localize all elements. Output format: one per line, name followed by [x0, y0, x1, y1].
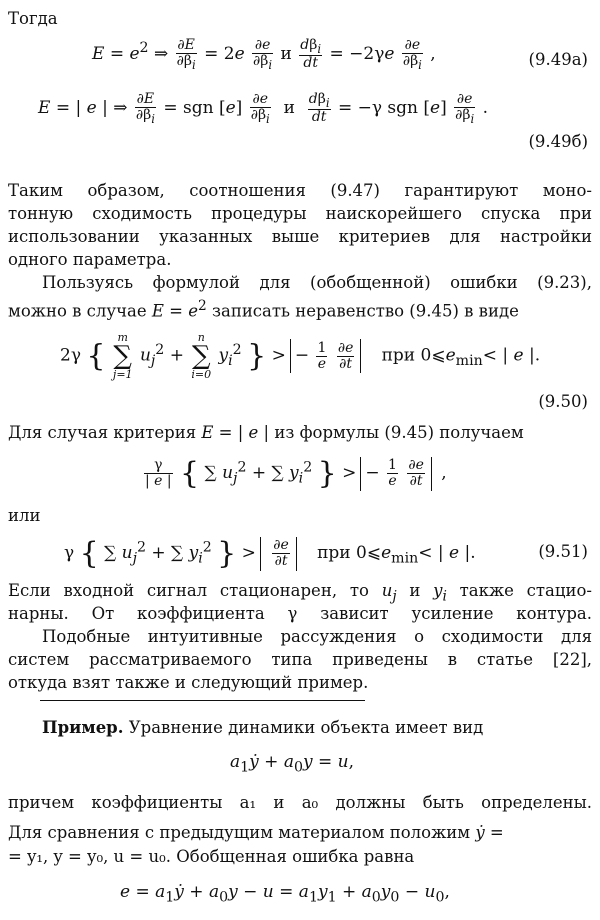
paragraph-line: Подобные интуитивные рассуждения о сходимости для [42, 627, 592, 646]
example-label: Пример. [42, 718, 124, 737]
equation-9-49a: $E = e^2$ ⇒ $\frac{\partial E}{\partial\beta_i}$ = 2e $\frac{\partial e}{\partial\beta_i}$ и $\frac{d\beta_i}{dt}$ = −2γe $\frac{\partial e}{\partial\beta_i}$ , [92, 37, 436, 72]
when-word: при [381, 345, 416, 366]
equation-9-50: 2γ { m ∑ j=1 $u_j^2$ + n ∑ i=0 $y_i^2$ } > − $\frac{1}{e}$ $\frac{\partial e}{\partial t}$ при $0⩽e_{min}<$ | e |. [60, 331, 541, 381]
equation-object-dynamics: $a_1ẏ + a_0y = u$, [230, 752, 355, 776]
equation-9-49b: E = | e | ⇒ $\frac{\partial E}{\partial\beta_i}$ = sgn [e] $\frac{\partial e}{\partial\beta_i}$ и $\frac{d\beta_i}{dt}$ = −γ sgn [e] $\frac{\partial e}{\partial\beta_i}$ . [38, 91, 488, 126]
equation-number: (9.49а) [528, 50, 588, 69]
example-heading-line: Пример. Уравнение динамики объекта имеет вид [42, 718, 484, 737]
equation-number: (9.49б) [528, 132, 588, 151]
paragraph-line: Пользуясь формулой для (обобщенной) ошибки (9.23), [42, 273, 592, 292]
paragraph-line: Для сравнения с предыдущим материалом положим ẏ = [8, 823, 504, 842]
and-word: и [283, 97, 295, 118]
paragraph-line: Если входной сигнал стационарен, то $u_j$ и $y_i$ также стацио- [8, 581, 592, 605]
paragraph-line: Для случая критерия E = | e | из формулы (9.45) получаем [8, 423, 524, 442]
paragraph-line: откуда взят также и следующий пример. [8, 673, 369, 692]
equation-9-51: γ { ∑ $u_j^2$ + ∑ $y_i^2$ } > $\frac{\partial e}{\partial t}$ при $0⩽e_{min}<$ | e |. [64, 536, 476, 571]
equation-number: (9.50) [538, 392, 588, 411]
and-word: и [280, 43, 292, 64]
paragraph-line: нарны. От коэффициента γ зависит усиление контура. [8, 604, 592, 623]
text-line: или [8, 506, 41, 525]
paragraph-line: одного параметра. [8, 250, 172, 269]
text-line: Тогда [8, 9, 58, 28]
when-word: при [317, 543, 351, 563]
paragraph-line: тонную сходимость процедуры наискорейшего спуска при [8, 204, 592, 223]
paragraph-line: причем коэффициенты a₁ и a₀ должны быть определены. [8, 793, 592, 812]
paragraph-line: = y₁, y = y₀, u = u₀. Обобщенная ошибка равна [8, 847, 415, 866]
section-divider [40, 700, 365, 701]
paragraph-line: можно в случае $E = e^2$ записать неравенство (9.45) в виде [8, 298, 519, 321]
paragraph-line: Таким образом, соотношения (9.47) гарантируют моно- [8, 181, 592, 200]
paragraph-line: систем рассматриваемого типа приведены в статье [22], [8, 650, 592, 669]
equation-number: (9.51) [538, 542, 588, 561]
paragraph-line: использовании указанных выше критериев для настройки [8, 227, 592, 246]
inequality-abs-criterion: $\frac{\gamma}{| e |}$ { ∑ $u_j^2$ + ∑ $y_i^2$ } > − $\frac{1}{e}$ $\frac{\partial e}{\partial t}$ , [145, 456, 447, 491]
equation-generalized-error: $e = a_1ẏ + a_0y - u = a_1y_1 + a_0y_0 - u_0$, [120, 882, 450, 906]
